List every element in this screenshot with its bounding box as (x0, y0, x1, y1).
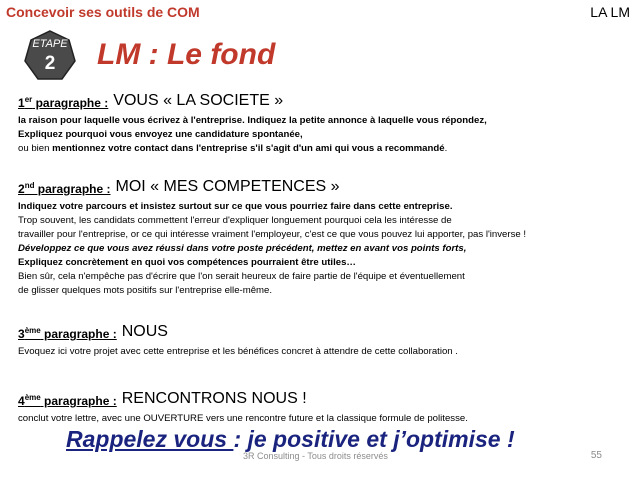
section-topic: NOUS (121, 323, 168, 340)
page-number: 55 (590, 450, 602, 461)
text-line: la raison pour laquelle vous écrivez à l'entreprise. Indiquez la petite annonce à laquelle vous répondez, (18, 115, 487, 126)
text-line: Développez ce que vous avez réussi dans votre poste précédent, mettez en avant vos points forts, (18, 243, 467, 254)
footer-callout: Rappelez vous : je positive et j’optimise ! (66, 426, 515, 452)
section-label: 2nd paragraphe : (18, 181, 111, 196)
text-line: Expliquez pourquoi vous envoyez une candidature spontanée, (18, 129, 303, 140)
slide-title: LM : Le fond (97, 38, 276, 71)
text-line: conclut votre lettre, avec une OUVERTURE vers une rencontre future et la classique formule de politesse. (18, 413, 468, 424)
section-paragraph-1 (18, 92, 633, 156)
etape-badge (24, 30, 76, 82)
text-line: Evoquez ici votre projet avec cette entreprise et les bénéfices concret à attendre de cette collaboration . (18, 346, 458, 357)
etape-label: ETAPE (32, 38, 68, 50)
footer-copyright: 3R Consulting - Tous droits réservés (243, 451, 388, 461)
section-topic: RENCONTRONS NOUS ! (121, 390, 307, 407)
section-label: 3ème paragraphe : (18, 326, 117, 341)
text-line: Indiquez votre parcours et insistez surtout sur ce que vous pourriez faire dans cette entreprise. (18, 201, 453, 212)
etape-number: 2 (44, 53, 56, 74)
section-label: 1er paragraphe : (18, 95, 109, 110)
section-paragraph-2 (18, 178, 633, 298)
text-line: travailler pour l'entreprise, or ce qui intéresse vraiment l'employeur, c'est ce que vous pouvez lui apporter, pas l'inverse ! (18, 229, 527, 240)
header-section-label: LA LM (590, 4, 630, 20)
header-title: Concevoir ses outils de COM (6, 4, 200, 20)
text-line: Expliquez concrètement en quoi vos compétences pourraient être utiles… (18, 257, 356, 268)
section-topic: VOUS « LA SOCIETE » (113, 92, 284, 109)
text-line: ou bien mentionnez votre contact dans l'entreprise s'il s'agit d'un ami qui vous a recommandé. (18, 143, 448, 154)
section-paragraph-3 (18, 323, 633, 359)
text-line: de glisser quelques mots positifs sur l'entreprise elle-même. (18, 285, 273, 296)
section-label: 4ème paragraphe : (18, 393, 117, 408)
section-topic: MOI « MES COMPETENCES » (115, 178, 340, 195)
text-line: Bien sûr, cela n'empêche pas d'écrire que l'on serait heureux de faire partie de l'équipe et éventuellement (18, 271, 465, 282)
text-line: Trop souvent, les candidats commettent l'erreur d'expliquer longuement pourquoi cela les intéresse de (18, 215, 452, 226)
section-paragraph-4 (18, 390, 633, 426)
